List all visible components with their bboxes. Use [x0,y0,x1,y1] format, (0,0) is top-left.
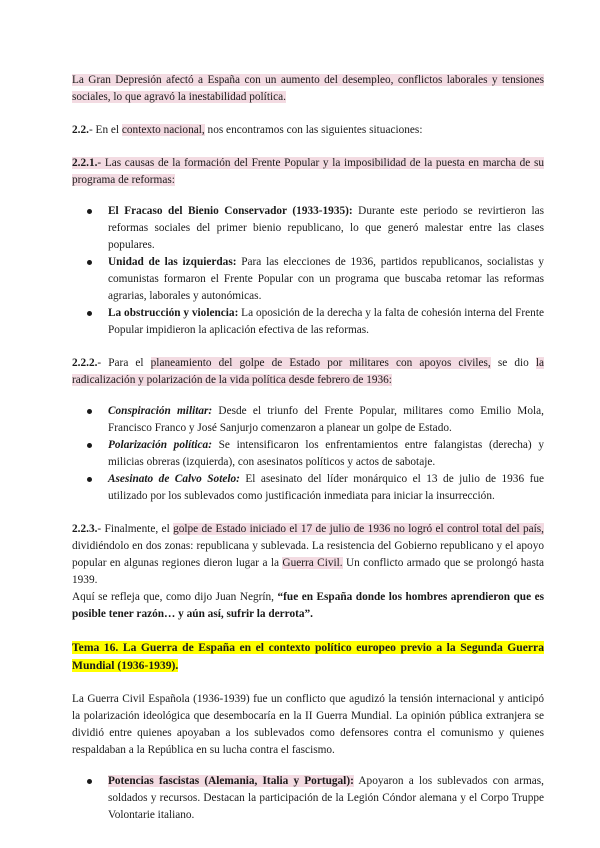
section-text: nos encontramos con las siguientes situaciones: [204,124,423,136]
item-text: El asesinato del líder monárquico el 13 de julio de 1936 fue utilizado por los sublevados como justificación inmediata para iniciar la insurrección. [108,473,544,502]
list-item [72,203,544,254]
list-causes [72,203,544,339]
intro-text: La Gran Depresión afectó a España con un aumento del desempleo, conflictos laborales y tensiones sociales, lo que agravó la inestabilidad política. [72,74,544,103]
list-item [72,254,544,305]
section-number: 2.2. [72,124,89,136]
quote-intro: Aquí se refleja que, como dijo Juan Negrín, [72,591,278,603]
highlight: contexto nacional, [121,124,205,136]
section-2-2-1 [72,155,544,189]
bullet-icon [87,311,92,316]
highlight: Guerra Civil. [282,557,343,569]
section-text: dividiéndolo en dos zonas: republicana y sublevada. La resistencia del Gobierno republicano y el apoyo popular en algunas regiones dieron lugar a la [72,540,544,569]
bullet-icon [87,443,92,448]
item-title: La obstrucción y violencia: [108,307,239,319]
item-title: Asesinato de Calvo Sotelo: [108,473,240,485]
bullet-icon [87,260,92,265]
bullet-icon [87,409,92,414]
tema-paragraph: La Guerra Civil Española (1936-1939) fue un conflicto que agudizó la tensión internacional y anticipó la polarización ideológica que desembocaría en la II Guerra Mundial. La opinión pública extranjera se dividió entre quienes apoyaban a los sublevados como defensores contra el comunismo y quienes respaldaban a la República en su lucha contra el fascismo. [72,693,544,756]
list-item [72,773,544,824]
item-text: Desde el triunfo del Frente Popular, militares como Emilio Mola, Francisco Franco y José Sanjurjo comenzaron a planear un golpe de Estado. [108,405,544,434]
item-title: Polarización política: [108,439,212,451]
item-text: Se intensificaron los enfrentamientos entre falangistas (derecha) y milicias obreras (izquierda), con asesinatos políticos y actos de sabotaje. [108,439,544,468]
quote-text: “fue en España donde los hombres aprendieron que es posible tener razón… y aún así, sufrir la derrota”. [72,591,545,620]
item-title: Conspiración militar: [108,405,213,417]
item-text: Durante este periodo se revirtieron las reformas sociales del primer bienio republicano, lo que generó malestar entre las clases populares. [108,205,544,251]
list-item [72,305,544,339]
heading-text: Tema 16. La Guerra de España en el contexto político europeo previo a la Segunda Guerra Mundial (1936-1939). [72,641,544,672]
list-item [72,437,544,471]
highlight: Las causas de la formación del Frente Popular y la imposibilidad de la puesta en marcha de su programa de reformas: [72,157,544,186]
bullet-icon [87,209,92,214]
tema-heading [72,639,544,675]
item-title: Potencias fascistas (Alemania, Italia y Portugal): [108,775,354,787]
section-number: 2.2.1. [72,157,98,169]
item-text: Para las elecciones de 1936, partidos republicanos, socialistas y comunistas formaron el Frente Popular con un programa que buscaba retomar las reformas agrarias, laborales y autonómicas. [108,256,544,302]
highlight: golpe de Estado iniciado el 17 de julio de 1936 no logró el control total del país, [173,523,544,535]
section-number: 2.2.3. [72,523,98,535]
bullet-icon [87,779,92,784]
section-text: - [97,157,105,169]
section-2-2 [72,122,544,139]
list-powers [72,773,544,824]
highlight: planeamiento del golpe de Estado por militares con apoyos civiles, [150,357,491,369]
item-text: Apoyaron a los sublevados con armas, soldados y recursos. Destacan la participación de la Legión Cóndor alemana y el Corpo Truppe Volontarie italiano. [108,775,544,821]
section-2-2-2 [72,355,544,389]
bullet-icon [87,477,92,482]
list-radicalization [72,403,544,505]
item-title: El Fracaso del Bienio Conservador (1933-1935): [108,205,353,217]
section-text: se dio [490,357,536,369]
quote-paragraph [72,589,544,623]
list-item [72,403,544,437]
item-text: La oposición de la derecha y la falta de cohesión interna del Frente Popular impidieron la aplicación efectiva de las reformas. [108,307,544,336]
section-text: Un conflicto armado que se prolongó hasta 1939. [72,557,544,586]
section-text: - Para el [97,357,151,369]
section-text: - En el [88,124,122,136]
document-page [72,72,544,824]
list-item [72,471,544,505]
item-title: Unidad de las izquierdas: [108,256,237,268]
section-text: - Finalmente, el [97,523,174,535]
intro-paragraph [72,72,544,106]
section-number: 2.2.2. [72,357,98,369]
highlight: la radicalización y polarización de la vida política desde febrero de 1936: [72,357,544,386]
section-2-2-3 [72,521,544,589]
